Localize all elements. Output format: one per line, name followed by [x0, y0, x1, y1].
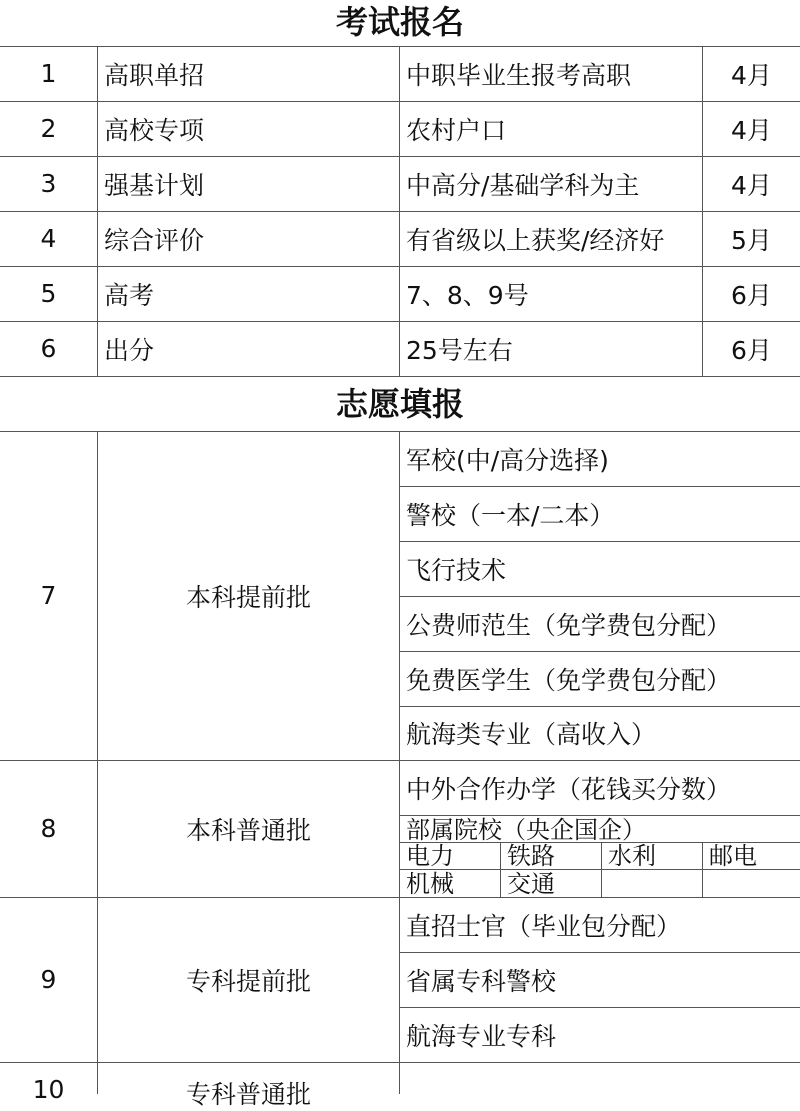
- row-number: 7: [40, 581, 57, 610]
- item-name: 高校专项: [104, 115, 205, 145]
- item-description: 有省级以上获奖/经济好: [406, 225, 665, 255]
- list-item: 部属院校（央企国企）: [406, 816, 646, 842]
- item-name: 高职单招: [104, 60, 205, 90]
- item-month: 5月: [731, 225, 772, 255]
- list-item: 直招士官（毕业包分配）: [406, 911, 682, 941]
- section-title-application: 志愿填报: [335, 385, 464, 423]
- list-item: 警校（一本/二本）: [406, 500, 615, 530]
- item-name: 高考: [104, 280, 155, 310]
- sub-grid-cell: 电力: [406, 842, 454, 869]
- row-number: 3: [40, 169, 57, 198]
- item-name: 综合评价: [104, 225, 205, 255]
- sub-grid-cell: [602, 870, 702, 897]
- list-item: 免费医学生（免学费包分配）: [406, 665, 732, 695]
- batch-name: 专科普通批: [185, 1080, 311, 1109]
- row-number: 4: [40, 224, 57, 253]
- sub-grid-cell: 邮电: [709, 842, 757, 869]
- item-month: 4月: [731, 115, 772, 145]
- item-month: 4月: [731, 170, 772, 200]
- row-number: 8: [40, 814, 57, 843]
- row-number: 2: [40, 114, 57, 143]
- sub-grid-cell: 铁路: [507, 842, 555, 869]
- row-number: 6: [40, 334, 57, 363]
- grid-line: [0, 376, 800, 377]
- sub-grid-cell: 机械: [406, 870, 454, 897]
- list-item: 公费师范生（免学费包分配）: [406, 610, 732, 640]
- row-number: 1: [40, 59, 57, 88]
- section-title-registration: 考试报名: [335, 3, 464, 41]
- row-number: 9: [40, 965, 57, 994]
- row-number: 5: [40, 279, 57, 308]
- item-description: 中高分/基础学科为主: [406, 170, 640, 200]
- item-name: 出分: [104, 335, 155, 365]
- batch-name: 本科提前批: [185, 582, 311, 612]
- list-item: 飞行技术: [406, 555, 507, 585]
- item-description: 中职毕业生报考高职: [406, 60, 632, 90]
- list-item: 军校(中/高分选择): [406, 445, 609, 475]
- item-description: 7、8、9号: [406, 280, 529, 310]
- sub-grid-cell: 水利: [608, 842, 656, 869]
- batch-name: 本科普通批: [185, 815, 311, 845]
- item-description: 农村户口: [406, 115, 507, 145]
- batch-name: 专科提前批: [185, 966, 311, 996]
- item-description: 25号左右: [406, 335, 513, 365]
- item-month: 6月: [731, 280, 772, 310]
- item-name: 强基计划: [104, 170, 205, 200]
- item-month: 6月: [731, 335, 772, 365]
- list-item: 省属专科警校: [406, 966, 557, 996]
- list-item: 航海类专业（高收入）: [406, 720, 657, 749]
- item-month: 4月: [731, 60, 772, 90]
- sub-grid-cell: 交通: [507, 870, 555, 897]
- sub-grid-cell: [703, 870, 800, 897]
- list-item: 中外合作办学（花钱买分数）: [406, 774, 732, 804]
- list-item: 航海专业专科: [406, 1021, 557, 1051]
- row-number: 10: [32, 1075, 65, 1104]
